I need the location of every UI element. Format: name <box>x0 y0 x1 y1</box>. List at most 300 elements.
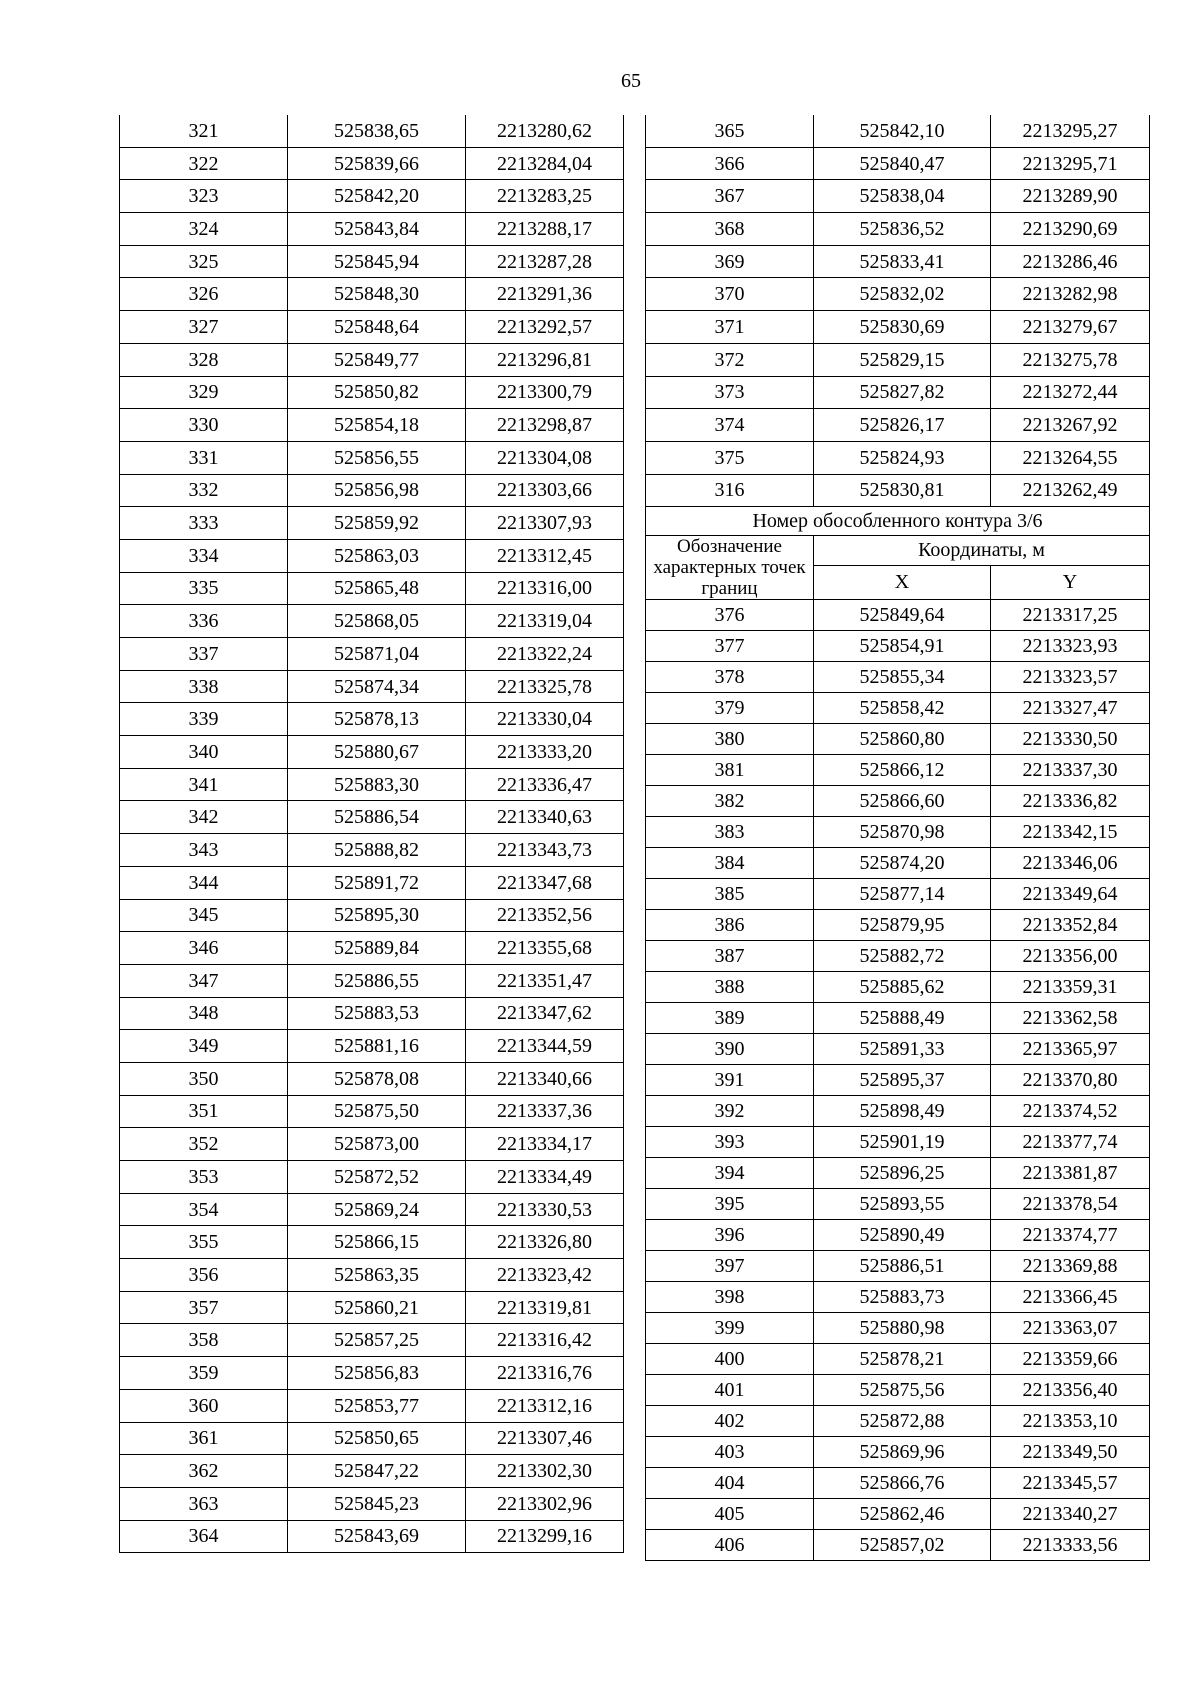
table-row <box>120 703 624 736</box>
point-number-cell: 401 <box>646 1375 814 1406</box>
point-number-cell: 345 <box>120 899 288 932</box>
table-row <box>120 245 624 278</box>
table-row <box>120 964 624 997</box>
y-coordinate-cell: 2213262,49 <box>991 474 1150 507</box>
y-coordinate-cell: 2213369,88 <box>991 1251 1150 1282</box>
x-coordinate-cell: 525832,02 <box>814 278 991 311</box>
table-row <box>646 848 1150 879</box>
y-coordinate-cell: 2213356,40 <box>991 1375 1150 1406</box>
y-coordinate-cell: 2213337,30 <box>991 755 1150 786</box>
table-row <box>646 441 1150 474</box>
y-coordinate-cell: 2213312,16 <box>466 1389 624 1422</box>
y-coordinate-cell: 2213299,16 <box>466 1520 624 1553</box>
y-coordinate-cell: 2213319,04 <box>466 605 624 638</box>
table-row <box>120 180 624 213</box>
point-number-cell: 358 <box>120 1324 288 1357</box>
x-coordinate-cell: 525895,30 <box>288 899 466 932</box>
y-coordinate-cell: 2213304,08 <box>466 441 624 474</box>
page-number: 65 <box>621 70 641 92</box>
point-number-cell: 389 <box>646 1003 814 1034</box>
x-coordinate-cell: 525830,69 <box>814 311 991 344</box>
x-coordinate-cell: 525838,04 <box>814 180 991 213</box>
contour-header <box>646 507 1150 600</box>
table-row <box>120 311 624 344</box>
y-coordinate-cell: 2213275,78 <box>991 343 1150 376</box>
table-row <box>120 605 624 638</box>
point-number-cell: 338 <box>120 670 288 703</box>
x-coordinate-cell: 525849,77 <box>288 343 466 376</box>
y-coordinate-cell: 2213345,57 <box>991 1468 1150 1499</box>
x-coordinate-cell: 525863,35 <box>288 1259 466 1292</box>
y-coordinate-cell: 2213359,66 <box>991 1344 1150 1375</box>
x-coordinate-cell: 525862,46 <box>814 1499 991 1530</box>
x-coordinate-cell: 525877,14 <box>814 879 991 910</box>
x-coordinate-cell: 525886,55 <box>288 964 466 997</box>
point-number-cell: 361 <box>120 1422 288 1455</box>
y-coordinate-cell: 2213307,46 <box>466 1422 624 1455</box>
x-coordinate-cell: 525868,05 <box>288 605 466 638</box>
table-row <box>646 662 1150 693</box>
point-number-cell: 375 <box>646 441 814 474</box>
y-coordinate-cell: 2213327,47 <box>991 693 1150 724</box>
x-coordinate-cell: 525874,20 <box>814 848 991 879</box>
point-number-cell: 382 <box>646 786 814 817</box>
table-row <box>646 311 1150 344</box>
table-row <box>120 343 624 376</box>
table-row <box>120 147 624 180</box>
x-coordinate-cell: 525843,84 <box>288 213 466 246</box>
point-number-cell: 399 <box>646 1313 814 1344</box>
x-coordinate-cell: 525830,81 <box>814 474 991 507</box>
point-number-cell: 393 <box>646 1127 814 1158</box>
point-number-cell: 334 <box>120 539 288 572</box>
point-number-cell: 322 <box>120 147 288 180</box>
x-coordinate-cell: 525859,92 <box>288 507 466 540</box>
table-row <box>646 879 1150 910</box>
table-row <box>646 910 1150 941</box>
y-coordinate-cell: 2213298,87 <box>466 409 624 442</box>
table-row <box>120 115 624 147</box>
y-coordinate-cell: 2213264,55 <box>991 441 1150 474</box>
contour-caption-row <box>646 507 1150 536</box>
y-coordinate-cell: 2213342,15 <box>991 817 1150 848</box>
point-number-cell: 337 <box>120 638 288 671</box>
left-table-body <box>120 115 624 1553</box>
x-coordinate-cell: 525863,03 <box>288 539 466 572</box>
table-row <box>646 115 1150 147</box>
y-coordinate-cell: 2213353,10 <box>991 1406 1150 1437</box>
table-row <box>120 768 624 801</box>
x-coordinate-cell: 525838,65 <box>288 115 466 147</box>
point-number-cell: 323 <box>120 180 288 213</box>
x-coordinate-cell: 525874,34 <box>288 670 466 703</box>
point-number-cell: 369 <box>646 245 814 278</box>
y-coordinate-cell: 2213295,27 <box>991 115 1150 147</box>
y-coordinate-cell: 2213330,04 <box>466 703 624 736</box>
table-row <box>120 834 624 867</box>
table-row <box>120 1324 624 1357</box>
y-coordinate-cell: 2213319,81 <box>466 1291 624 1324</box>
point-number-cell: 385 <box>646 879 814 910</box>
point-number-cell: 367 <box>646 180 814 213</box>
x-coordinate-cell: 525896,25 <box>814 1158 991 1189</box>
point-number-cell: 353 <box>120 1161 288 1194</box>
x-coordinate-cell: 525878,08 <box>288 1062 466 1095</box>
x-coordinate-cell: 525886,54 <box>288 801 466 834</box>
x-coordinate-cell: 525845,23 <box>288 1487 466 1520</box>
table-row <box>120 932 624 965</box>
contour-caption: Номер обособленного контура 3/6 <box>646 507 1150 536</box>
point-number-cell: 390 <box>646 1034 814 1065</box>
x-coordinate-cell: 525898,49 <box>814 1096 991 1127</box>
y-coordinate-cell: 2213272,44 <box>991 376 1150 409</box>
y-coordinate-cell: 2213316,00 <box>466 572 624 605</box>
x-coordinate-cell: 525869,24 <box>288 1193 466 1226</box>
y-coordinate-cell: 2213340,63 <box>466 801 624 834</box>
point-number-cell: 372 <box>646 343 814 376</box>
table-row <box>646 474 1150 507</box>
point-number-cell: 348 <box>120 997 288 1030</box>
x-coordinate-cell: 525856,83 <box>288 1357 466 1390</box>
point-number-cell: 357 <box>120 1291 288 1324</box>
right-table-bottom-body <box>646 600 1150 1561</box>
x-coordinate-cell: 525849,64 <box>814 600 991 631</box>
table-row <box>120 278 624 311</box>
y-coordinate-cell: 2213322,24 <box>466 638 624 671</box>
point-number-cell: 360 <box>120 1389 288 1422</box>
table-row <box>646 1437 1150 1468</box>
x-coordinate-cell: 525860,80 <box>814 724 991 755</box>
point-number-cell: 342 <box>120 801 288 834</box>
x-coordinate-cell: 525872,52 <box>288 1161 466 1194</box>
x-coordinate-cell: 525880,98 <box>814 1313 991 1344</box>
table-row <box>120 1455 624 1488</box>
point-number-cell: 380 <box>646 724 814 755</box>
point-number-cell: 349 <box>120 1030 288 1063</box>
x-coordinate-cell: 525873,00 <box>288 1128 466 1161</box>
point-number-cell: 350 <box>120 1062 288 1095</box>
point-number-cell: 365 <box>646 115 814 147</box>
table-row <box>120 441 624 474</box>
y-coordinate-cell: 2213326,80 <box>466 1226 624 1259</box>
x-coordinate-cell: 525866,15 <box>288 1226 466 1259</box>
y-coordinate-cell: 2213292,57 <box>466 311 624 344</box>
x-coordinate-cell: 525869,96 <box>814 1437 991 1468</box>
table-row <box>646 1344 1150 1375</box>
point-number-cell: 394 <box>646 1158 814 1189</box>
point-number-cell: 383 <box>646 817 814 848</box>
table-row <box>646 376 1150 409</box>
y-coordinate-cell: 2213374,77 <box>991 1220 1150 1251</box>
x-coordinate-cell: 525878,21 <box>814 1344 991 1375</box>
x-coordinate-cell: 525888,82 <box>288 834 466 867</box>
table-row <box>646 409 1150 442</box>
table-row <box>120 899 624 932</box>
point-number-cell: 400 <box>646 1344 814 1375</box>
x-coordinate-cell: 525901,19 <box>814 1127 991 1158</box>
point-number-cell: 370 <box>646 278 814 311</box>
y-coordinate-cell: 2213362,58 <box>991 1003 1150 1034</box>
point-number-cell: 340 <box>120 736 288 769</box>
x-coordinate-cell: 525883,73 <box>814 1282 991 1313</box>
table-row <box>646 1127 1150 1158</box>
point-number-cell: 331 <box>120 441 288 474</box>
x-coordinate-cell: 525853,77 <box>288 1389 466 1422</box>
point-number-cell: 379 <box>646 693 814 724</box>
x-coordinate-cell: 525850,65 <box>288 1422 466 1455</box>
point-number-cell: 374 <box>646 409 814 442</box>
x-coordinate-cell: 525871,04 <box>288 638 466 671</box>
point-number-cell: 316 <box>646 474 814 507</box>
x-coordinate-cell: 525866,12 <box>814 755 991 786</box>
point-number-cell: 324 <box>120 213 288 246</box>
y-coordinate-cell: 2213346,06 <box>991 848 1150 879</box>
x-coordinate-cell: 525890,49 <box>814 1220 991 1251</box>
point-number-cell: 352 <box>120 1128 288 1161</box>
x-coordinate-cell: 525866,76 <box>814 1468 991 1499</box>
y-coordinate-cell: 2213323,42 <box>466 1259 624 1292</box>
table-row <box>120 1062 624 1095</box>
table-row <box>646 1065 1150 1096</box>
y-header: Y <box>991 565 1150 600</box>
point-number-cell: 321 <box>120 115 288 147</box>
table-row <box>646 1220 1150 1251</box>
x-coordinate-cell: 525882,72 <box>814 941 991 972</box>
table-row <box>646 1313 1150 1344</box>
table-row <box>646 1096 1150 1127</box>
table-row <box>646 213 1150 246</box>
point-number-cell: 327 <box>120 311 288 344</box>
x-coordinate-cell: 525865,48 <box>288 572 466 605</box>
table-row <box>120 572 624 605</box>
y-coordinate-cell: 2213286,46 <box>991 245 1150 278</box>
table-row <box>120 1357 624 1390</box>
table-row <box>646 786 1150 817</box>
y-coordinate-cell: 2213280,62 <box>466 115 624 147</box>
table-row <box>646 1375 1150 1406</box>
x-coordinate-cell: 525872,88 <box>814 1406 991 1437</box>
x-coordinate-cell: 525836,52 <box>814 213 991 246</box>
x-coordinate-cell: 525881,16 <box>288 1030 466 1063</box>
x-coordinate-cell: 525858,42 <box>814 693 991 724</box>
table-row <box>120 507 624 540</box>
coordinates-header: Координаты, м <box>814 536 1150 565</box>
point-number-cell: 364 <box>120 1520 288 1553</box>
table-row <box>120 1422 624 1455</box>
table-row <box>646 1282 1150 1313</box>
x-coordinate-cell: 525866,60 <box>814 786 991 817</box>
table-row <box>646 1251 1150 1282</box>
table-row <box>646 631 1150 662</box>
point-number-cell: 377 <box>646 631 814 662</box>
point-number-cell: 343 <box>120 834 288 867</box>
y-coordinate-cell: 2213290,69 <box>991 213 1150 246</box>
table-row <box>646 817 1150 848</box>
y-coordinate-cell: 2213325,78 <box>466 670 624 703</box>
table-row <box>120 1259 624 1292</box>
y-coordinate-cell: 2213336,82 <box>991 786 1150 817</box>
y-coordinate-cell: 2213333,20 <box>466 736 624 769</box>
point-number-cell: 396 <box>646 1220 814 1251</box>
x-coordinate-cell: 525842,10 <box>814 115 991 147</box>
x-coordinate-cell: 525885,62 <box>814 972 991 1003</box>
table-row <box>120 866 624 899</box>
coordinates-table-right <box>645 115 1150 1561</box>
x-coordinate-cell: 525854,91 <box>814 631 991 662</box>
table-row <box>646 1530 1150 1561</box>
table-row <box>120 409 624 442</box>
point-number-cell: 387 <box>646 941 814 972</box>
x-coordinate-cell: 525883,53 <box>288 997 466 1030</box>
point-number-cell: 336 <box>120 605 288 638</box>
table-row <box>646 245 1150 278</box>
point-designation-header: Обозначение характерных точек границ <box>646 536 814 600</box>
point-number-cell: 332 <box>120 474 288 507</box>
y-coordinate-cell: 2213352,84 <box>991 910 1150 941</box>
y-coordinate-cell: 2213317,25 <box>991 600 1150 631</box>
y-coordinate-cell: 2213334,49 <box>466 1161 624 1194</box>
y-coordinate-cell: 2213291,36 <box>466 278 624 311</box>
point-number-cell: 373 <box>646 376 814 409</box>
y-coordinate-cell: 2213381,87 <box>991 1158 1150 1189</box>
table-row <box>120 997 624 1030</box>
point-number-cell: 333 <box>120 507 288 540</box>
table-row <box>646 600 1150 631</box>
table-row <box>120 1193 624 1226</box>
table-row <box>120 638 624 671</box>
point-number-cell: 403 <box>646 1437 814 1468</box>
y-coordinate-cell: 2213307,93 <box>466 507 624 540</box>
y-coordinate-cell: 2213336,47 <box>466 768 624 801</box>
y-coordinate-cell: 2213300,79 <box>466 376 624 409</box>
table-row <box>646 1468 1150 1499</box>
point-number-cell: 395 <box>646 1189 814 1220</box>
point-number-cell: 356 <box>120 1259 288 1292</box>
x-coordinate-cell: 525845,94 <box>288 245 466 278</box>
right-table-top-body <box>646 115 1150 507</box>
point-number-cell: 384 <box>646 848 814 879</box>
table-row <box>646 693 1150 724</box>
y-coordinate-cell: 2213363,07 <box>991 1313 1150 1344</box>
y-coordinate-cell: 2213377,74 <box>991 1127 1150 1158</box>
table-row <box>120 801 624 834</box>
x-coordinate-cell: 525847,22 <box>288 1455 466 1488</box>
x-coordinate-cell: 525880,67 <box>288 736 466 769</box>
table-row <box>120 1226 624 1259</box>
y-coordinate-cell: 2213347,62 <box>466 997 624 1030</box>
table-row <box>646 972 1150 1003</box>
table-row <box>646 1003 1150 1034</box>
x-coordinate-cell: 525827,82 <box>814 376 991 409</box>
table-row <box>120 670 624 703</box>
table-row <box>646 1499 1150 1530</box>
point-number-cell: 344 <box>120 866 288 899</box>
point-number-cell: 351 <box>120 1095 288 1128</box>
y-coordinate-cell: 2213323,93 <box>991 631 1150 662</box>
point-number-cell: 329 <box>120 376 288 409</box>
point-number-cell: 346 <box>120 932 288 965</box>
y-coordinate-cell: 2213289,90 <box>991 180 1150 213</box>
y-coordinate-cell: 2213282,98 <box>991 278 1150 311</box>
table-row <box>646 941 1150 972</box>
point-number-cell: 335 <box>120 572 288 605</box>
point-number-cell: 341 <box>120 768 288 801</box>
y-coordinate-cell: 2213279,67 <box>991 311 1150 344</box>
table-row <box>646 278 1150 311</box>
table-row <box>120 1030 624 1063</box>
y-coordinate-cell: 2213337,36 <box>466 1095 624 1128</box>
x-coordinate-cell: 525856,55 <box>288 441 466 474</box>
point-number-cell: 347 <box>120 964 288 997</box>
point-number-cell: 405 <box>646 1499 814 1530</box>
y-coordinate-cell: 2213287,28 <box>466 245 624 278</box>
point-number-cell: 376 <box>646 600 814 631</box>
y-coordinate-cell: 2213349,64 <box>991 879 1150 910</box>
x-coordinate-cell: 525833,41 <box>814 245 991 278</box>
point-number-cell: 368 <box>646 213 814 246</box>
x-coordinate-cell: 525850,82 <box>288 376 466 409</box>
x-coordinate-cell: 525895,37 <box>814 1065 991 1096</box>
x-coordinate-cell: 525879,95 <box>814 910 991 941</box>
x-coordinate-cell: 525840,47 <box>814 147 991 180</box>
y-coordinate-cell: 2213374,52 <box>991 1096 1150 1127</box>
x-coordinate-cell: 525893,55 <box>814 1189 991 1220</box>
table-row <box>646 147 1150 180</box>
x-coordinate-cell: 525843,69 <box>288 1520 466 1553</box>
table-row <box>120 1389 624 1422</box>
table-row <box>646 1158 1150 1189</box>
x-coordinate-cell: 525857,25 <box>288 1324 466 1357</box>
x-header: X <box>814 565 991 600</box>
y-coordinate-cell: 2213343,73 <box>466 834 624 867</box>
y-coordinate-cell: 2213296,81 <box>466 343 624 376</box>
point-number-cell: 402 <box>646 1406 814 1437</box>
y-coordinate-cell: 2213344,59 <box>466 1030 624 1063</box>
point-number-cell: 391 <box>646 1065 814 1096</box>
y-coordinate-cell: 2213370,80 <box>991 1065 1150 1096</box>
point-number-cell: 359 <box>120 1357 288 1390</box>
y-coordinate-cell: 2213267,92 <box>991 409 1150 442</box>
table-row <box>120 376 624 409</box>
y-coordinate-cell: 2213330,50 <box>991 724 1150 755</box>
x-coordinate-cell: 525886,51 <box>814 1251 991 1282</box>
table-row <box>120 1291 624 1324</box>
table-row <box>120 213 624 246</box>
point-number-cell: 378 <box>646 662 814 693</box>
point-number-cell: 362 <box>120 1455 288 1488</box>
point-number-cell: 404 <box>646 1468 814 1499</box>
x-coordinate-cell: 525889,84 <box>288 932 466 965</box>
x-coordinate-cell: 525856,98 <box>288 474 466 507</box>
y-coordinate-cell: 2213283,25 <box>466 180 624 213</box>
y-coordinate-cell: 2213356,00 <box>991 941 1150 972</box>
y-coordinate-cell: 2213333,56 <box>991 1530 1150 1561</box>
table-row <box>120 474 624 507</box>
x-coordinate-cell: 525848,64 <box>288 311 466 344</box>
y-coordinate-cell: 2213288,17 <box>466 213 624 246</box>
y-coordinate-cell: 2213352,56 <box>466 899 624 932</box>
table-row <box>120 1128 624 1161</box>
table-row <box>120 1520 624 1553</box>
y-coordinate-cell: 2213316,76 <box>466 1357 624 1390</box>
x-coordinate-cell: 525883,30 <box>288 768 466 801</box>
table-row <box>646 1034 1150 1065</box>
y-coordinate-cell: 2213349,50 <box>991 1437 1150 1468</box>
point-number-cell: 339 <box>120 703 288 736</box>
x-coordinate-cell: 525875,50 <box>288 1095 466 1128</box>
y-coordinate-cell: 2213323,57 <box>991 662 1150 693</box>
table-row <box>120 1095 624 1128</box>
